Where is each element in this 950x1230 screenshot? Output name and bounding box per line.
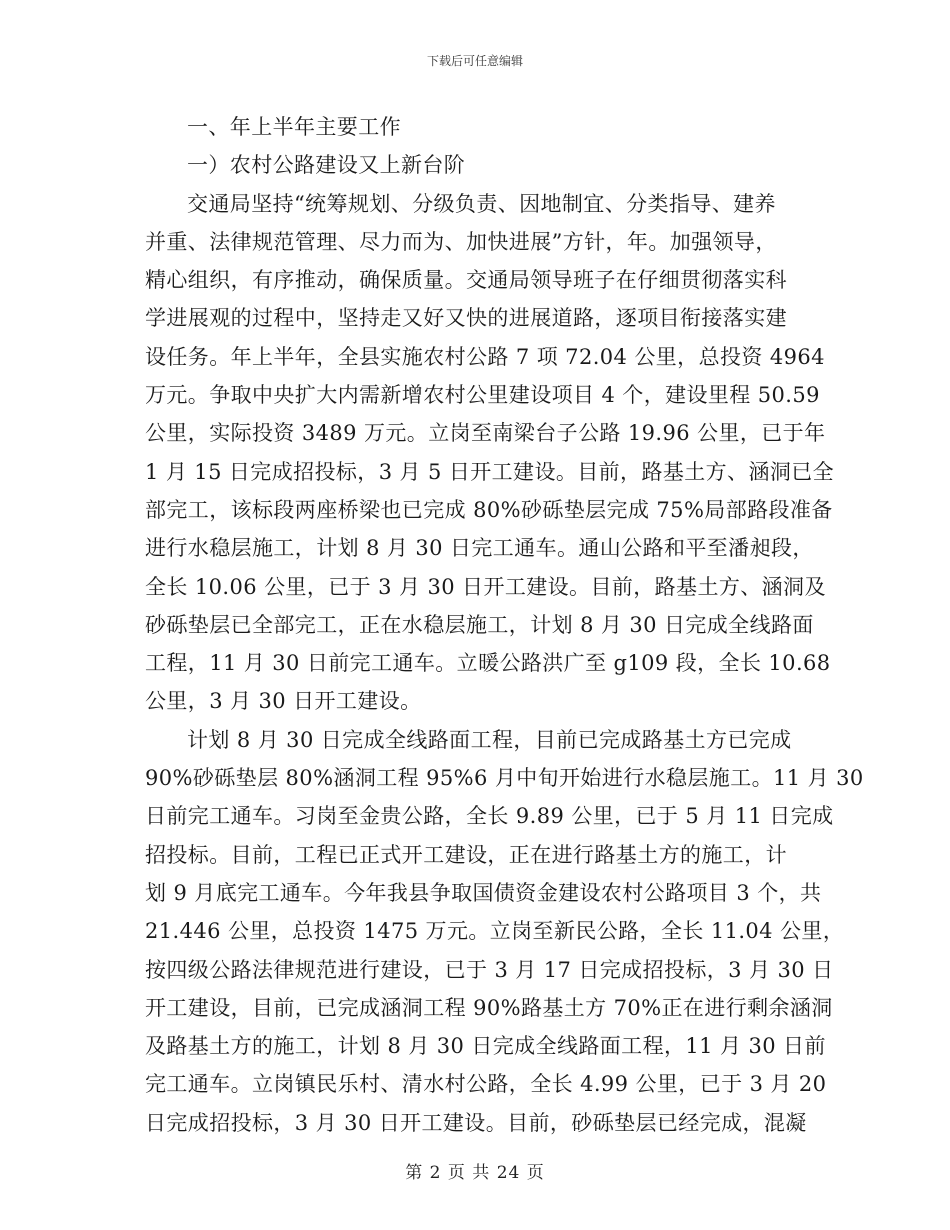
paragraph-line: 90%砂砾垫层 80%涵洞工程 95%6 月中旬开始进行水稳层施工。11 月 30 xyxy=(145,766,864,791)
paragraph-line: 交通局坚持“统筹规划、分级负责、因地制宜、分类指导、建养 xyxy=(187,191,776,216)
paragraph-line: 按四级公路法律规范进行建设，已于 3 月 17 日完成招投标，3 月 30 日 xyxy=(145,957,834,982)
paragraph-line: 部完工，该标段两座桥梁也已完成 80%砂砾垫层完成 75%局部路段准备 xyxy=(145,497,833,522)
paragraph-line: 万元。争取中央扩大内需新增农村公里建设项目 4 个，建设里程 50.59 xyxy=(145,383,820,408)
page-number-footer: 第 2 页 共 24 页 xyxy=(405,1163,545,1183)
document-body xyxy=(145,108,864,1142)
paragraph-line: 进行水稳层施工，计划 8 月 30 日完工通车。通山公路和平至潘昶段， xyxy=(145,536,814,561)
paragraph-line: 完工通车。立岗镇民乐村、清水村公路，全长 4.99 公里，已于 3 月 20 xyxy=(145,1072,827,1097)
paragraph-line: 日完成招投标，3 月 30 日开工建设。目前，砂砾垫层已经完成，混凝 xyxy=(145,1110,807,1135)
paragraph-line: 精心组织，有序推动，确保质量。交通局领导班子在仔细贯彻落实科 xyxy=(145,268,787,293)
paragraph-line: 21.446 公里，总投资 1475 万元。立岗至新民公路，全长 11.04 公里， xyxy=(145,919,845,944)
paragraph-line: 并重、法律规范管理、尽力而为、加快进展”方针，年。加强领导， xyxy=(145,229,777,254)
paragraph-line: 及路基土方的施工，计划 8 月 30 日完成全线路面工程，11 月 30 日前 xyxy=(145,1034,826,1059)
header-note: 下载后可任意编辑 xyxy=(426,54,523,68)
paragraph-line: 砂砾垫层已全部完工，正在水稳层施工，计划 8 月 30 日完成全线路面 xyxy=(145,612,814,637)
subsection-heading: 一）农村公路建设又上新台阶 xyxy=(187,153,466,178)
paragraph-line: 工程，11 月 30 日前完工通车。立暖公路洪广至 g109 段，全长 10.68 xyxy=(145,651,831,676)
section-heading: 一、年上半年主要工作 xyxy=(187,115,401,139)
paragraph-line: 计划 8 月 30 日完成全线路面工程，目前已完成路基土方已完成 xyxy=(187,727,792,752)
paragraph-line: 招投标。目前，工程已正式开工建设，正在进行路基土方的施工，计 xyxy=(145,842,787,867)
paragraph-line: 全长 10.06 公里，已于 3 月 30 日开工建设。目前，路基土方、涵洞及 xyxy=(145,574,826,599)
paragraph-line: 公里，3 月 30 日开工建设。 xyxy=(145,689,422,714)
paragraph-line: 学进展观的过程中，坚持走又好又快的进展道路，逐项目衔接落实建 xyxy=(145,306,787,331)
paragraph-line: 1 月 15 日完成招投标，3 月 5 日开工建设。目前，路基土方、涵洞已全 xyxy=(145,459,835,484)
paragraph-line: 日前完工通车。习岗至金贵公路，全长 9.89 公里，已于 5 月 11 日完成 xyxy=(145,804,834,829)
paragraph-line: 公里，实际投资 3489 万元。立岗至南梁台子公路 19.96 公里，已于年 xyxy=(145,421,826,446)
paragraph-line: 划 9 月底完工通车。今年我县争取国债资金建设农村公路项目 3 个，共 xyxy=(145,880,822,905)
paragraph-line: 开工建设，目前，已完成涵洞工程 90%路基土方 70%正在进行剩余涵洞 xyxy=(145,995,833,1020)
paragraph-line: 设任务。年上半年，全县实施农村公路 7 项 72.04 公里，总投资 4964 xyxy=(145,344,825,369)
